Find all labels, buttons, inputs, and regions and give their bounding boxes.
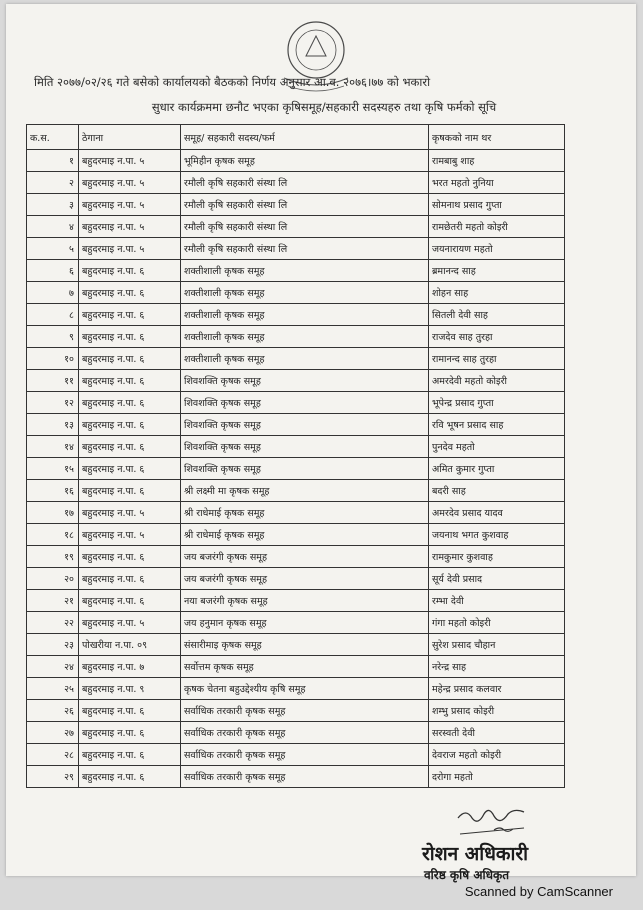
table-row: [27, 656, 565, 678]
cell-serial: २: [27, 172, 79, 194]
cell-group: संसारीमाइ कृषक समूह: [181, 634, 429, 656]
cell-group: शिवशक्ति कृषक समूह: [181, 370, 429, 392]
table-row: [27, 524, 565, 546]
column-header-address: ठेगाना: [79, 125, 181, 150]
cell-serial: १०: [27, 348, 79, 370]
cell-group: रमौली कृषि सहकारी संस्था लि: [181, 238, 429, 260]
cell-group: रमौली कृषि सहकारी संस्था लि: [181, 216, 429, 238]
cell-address: बहुदरमाइ न.पा. ९: [79, 678, 181, 700]
cell-address: बहुदरमाइ न.पा. ६: [79, 568, 181, 590]
cell-farmer-name: शम्भु प्रसाद कोइरी: [429, 700, 565, 722]
cell-address: बहुदरमाइ न.पा. ५: [79, 194, 181, 216]
cell-farmer-name: महेन्द्र प्रसाद कलवार: [429, 678, 565, 700]
cell-group: सर्वाधिक तरकारी कृषक समूह: [181, 744, 429, 766]
cell-address: बहुदरमाइ न.पा. ६: [79, 546, 181, 568]
cell-address: बहुदरमाइ न.पा. ६: [79, 282, 181, 304]
cell-address: बहुदरमाइ न.पा. ६: [79, 722, 181, 744]
cell-farmer-name: रामछेतरी महतो कोइरी: [429, 216, 565, 238]
cell-address: बहुदरमाइ न.पा. ६: [79, 436, 181, 458]
scanned-page: [6, 4, 636, 882]
cell-farmer-name: रवि भूषन प्रसाद साह: [429, 414, 565, 436]
cell-address: बहुदरमाइ न.पा. ६: [79, 590, 181, 612]
column-header-group: समूह/ सहकारी सदस्य/फर्म: [181, 125, 429, 150]
signatory-title: वरिष्ठ कृषि अधिकृत: [424, 868, 510, 882]
table-row: [27, 172, 565, 194]
cell-address: बहुदरमाइ न.पा. ५: [79, 612, 181, 634]
cell-address: बहुदरमाइ न.पा. ६: [79, 766, 181, 788]
cell-serial: ८: [27, 304, 79, 326]
handwritten-signature: [454, 804, 530, 838]
cell-serial: ३: [27, 194, 79, 216]
cell-farmer-name: सूर्य देवी प्रसाद: [429, 568, 565, 590]
cell-group: कृषक चेतना बहुउद्देश्यीय कृषि समूह: [181, 678, 429, 700]
table-row: [27, 480, 565, 502]
table-row: [27, 590, 565, 612]
cell-address: बहुदरमाइ न.पा. ६: [79, 414, 181, 436]
table-row: [27, 722, 565, 744]
table-row: [27, 304, 565, 326]
cell-serial: १७: [27, 502, 79, 524]
column-header-farmer-name: कृषकको नाम थर: [429, 125, 565, 150]
cell-farmer-name: देवराज महतो कोइरी: [429, 744, 565, 766]
cell-serial: २६: [27, 700, 79, 722]
cell-group: सर्वाधिक तरकारी कृषक समूह: [181, 700, 429, 722]
table-row: [27, 282, 565, 304]
cell-serial: ९: [27, 326, 79, 348]
cell-farmer-name: भरत महतो नुनिया: [429, 172, 565, 194]
cell-farmer-name: अमरदेव प्रसाद यादव: [429, 502, 565, 524]
cell-serial: ६: [27, 260, 79, 282]
cell-group: श्री लक्ष्मी मा कृषक समूह: [181, 480, 429, 502]
table-row: [27, 348, 565, 370]
table-row: [27, 326, 565, 348]
cell-farmer-name: सितली देवी साह: [429, 304, 565, 326]
cell-farmer-name: ब्रमानन्द साह: [429, 260, 565, 282]
cell-serial: १९: [27, 546, 79, 568]
cell-farmer-name: बदरी साह: [429, 480, 565, 502]
cell-serial: ११: [27, 370, 79, 392]
cell-address: बहुदरमाइ न.पा. ६: [79, 326, 181, 348]
table-body: [27, 150, 565, 788]
cell-group: भूमिहीन कृषक समूह: [181, 150, 429, 172]
cell-farmer-name: रम्भा देवी: [429, 590, 565, 612]
table-row: [27, 150, 565, 172]
cell-address: बहुदरमाइ न.पा. ६: [79, 700, 181, 722]
cell-address: बहुदरमाइ न.पा. ६: [79, 744, 181, 766]
cell-group: शिवशक्ति कृषक समूह: [181, 414, 429, 436]
cell-farmer-name: गंगा महतो कोइरी: [429, 612, 565, 634]
table-row: [27, 700, 565, 722]
cell-farmer-name: शोहन साह: [429, 282, 565, 304]
cell-address: बहुदरमाइ न.पा. ६: [79, 348, 181, 370]
cell-farmer-name: अमित कुमार गुप्ता: [429, 458, 565, 480]
cell-group: सर्वाधिक तरकारी कृषक समूह: [181, 722, 429, 744]
cell-serial: २१: [27, 590, 79, 612]
cell-address: बहुदरमाइ न.पा. ७: [79, 656, 181, 678]
cell-serial: २४: [27, 656, 79, 678]
cell-group: रमौली कृषि सहकारी संस्था लि: [181, 194, 429, 216]
table-row: [27, 766, 565, 788]
cell-group: जय बजरंगी कृषक समूह: [181, 568, 429, 590]
cell-address: बहुदरमाइ न.पा. ६: [79, 392, 181, 414]
table-header-row: [27, 125, 565, 150]
cell-group: शक्तीशाली कृषक समूह: [181, 282, 429, 304]
cell-address: बहुदरमाइ न.पा. ६: [79, 370, 181, 392]
cell-farmer-name: रामानन्द साह तुरहा: [429, 348, 565, 370]
cell-group: जय हनुमान कृषक समूह: [181, 612, 429, 634]
cell-serial: १: [27, 150, 79, 172]
cell-group: श्री राधेमाई कृषक समूह: [181, 524, 429, 546]
cell-address: बहुदरमाइ न.पा. ५: [79, 524, 181, 546]
cell-address: बहुदरमाइ न.पा. ६: [79, 304, 181, 326]
cell-serial: १६: [27, 480, 79, 502]
cell-serial: २३: [27, 634, 79, 656]
cell-group: रमौली कृषि सहकारी संस्था लि: [181, 172, 429, 194]
cell-farmer-name: राजदेव साह तुरहा: [429, 326, 565, 348]
cell-serial: २५: [27, 678, 79, 700]
beneficiary-table: [26, 124, 565, 788]
cell-serial: २८: [27, 744, 79, 766]
cell-farmer-name: रामबाबु शाह: [429, 150, 565, 172]
cell-group: शक्तीशाली कृषक समूह: [181, 304, 429, 326]
cell-serial: १२: [27, 392, 79, 414]
cell-farmer-name: नरेन्द्र साह: [429, 656, 565, 678]
cell-address: बहुदरमाइ न.पा. ५: [79, 216, 181, 238]
cell-group: नया बजरंगी कृषक समूह: [181, 590, 429, 612]
cell-address: बहुदरमाइ न.पा. ६: [79, 480, 181, 502]
table-row: [27, 678, 565, 700]
cell-serial: १५: [27, 458, 79, 480]
cell-address: बहुदरमाइ न.पा. ६: [79, 458, 181, 480]
cell-serial: १८: [27, 524, 79, 546]
cell-serial: २७: [27, 722, 79, 744]
table-row: [27, 744, 565, 766]
signatory-name: रोशन अधिकारी: [422, 843, 529, 865]
table-row: [27, 216, 565, 238]
table-row: [27, 436, 565, 458]
cell-group: श्री राधेमाई कृषक समूह: [181, 502, 429, 524]
cell-group: शक्तीशाली कृषक समूह: [181, 326, 429, 348]
cell-serial: २९: [27, 766, 79, 788]
cell-address: बहुदरमाइ न.पा. ५: [79, 172, 181, 194]
cell-group: शिवशक्ति कृषक समूह: [181, 392, 429, 414]
cell-group: शक्तीशाली कृषक समूह: [181, 260, 429, 282]
cell-farmer-name: सुरेश प्रसाद चौहान: [429, 634, 565, 656]
cell-farmer-name: दरोगा महतो: [429, 766, 565, 788]
table-row: [27, 238, 565, 260]
cell-farmer-name: सरस्वती देवी: [429, 722, 565, 744]
table-row: [27, 260, 565, 282]
header-line-2: सुधार कार्यक्रममा छनौट भएका कृषिसमूह/सहकारी सदस्यहरु तथा कृषि फर्मको सूचि: [151, 100, 497, 114]
table-row: [27, 612, 565, 634]
cell-group: शिवशक्ति कृषक समूह: [181, 436, 429, 458]
cell-group: जय बजरंगी कृषक समूह: [181, 546, 429, 568]
cell-serial: ५: [27, 238, 79, 260]
column-header-serial: क.स.: [27, 125, 79, 150]
table-row: [27, 458, 565, 480]
cell-farmer-name: जयनारायण महतो: [429, 238, 565, 260]
table-row: [27, 370, 565, 392]
cell-serial: २०: [27, 568, 79, 590]
table-row: [27, 568, 565, 590]
table-row: [27, 414, 565, 436]
cell-serial: ४: [27, 216, 79, 238]
cell-serial: २२: [27, 612, 79, 634]
cell-group: सर्वाधिक तरकारी कृषक समूह: [181, 766, 429, 788]
cell-farmer-name: पुनदेव महतो: [429, 436, 565, 458]
cell-farmer-name: भूपेन्द्र प्रसाद गुप्ता: [429, 392, 565, 414]
cell-address: बहुदरमाइ न.पा. ५: [79, 238, 181, 260]
cell-group: शिवशक्ति कृषक समूह: [181, 458, 429, 480]
cell-farmer-name: रामकुमार कुशवाह: [429, 546, 565, 568]
cell-group: शक्तीशाली कृषक समूह: [181, 348, 429, 370]
document-header: [24, 70, 624, 120]
table-row: [27, 546, 565, 568]
cell-address: बहुदरमाइ न.पा. ५: [79, 150, 181, 172]
cell-address: बहुदरमाइ न.पा. ५: [79, 502, 181, 524]
table-row: [27, 634, 565, 656]
table-row: [27, 194, 565, 216]
cell-farmer-name: सोमनाथ प्रसाद गुप्ता: [429, 194, 565, 216]
cell-serial: १३: [27, 414, 79, 436]
cell-serial: १४: [27, 436, 79, 458]
table-row: [27, 502, 565, 524]
cell-farmer-name: जयनाथ भगत कुशवाह: [429, 524, 565, 546]
cell-serial: ७: [27, 282, 79, 304]
cell-address: पोखरीया न.पा. ०९: [79, 634, 181, 656]
cell-address: बहुदरमाइ न.पा. ६: [79, 260, 181, 282]
table-row: [27, 392, 565, 414]
cell-group: सर्वोत्तम कृषक समूह: [181, 656, 429, 678]
cell-farmer-name: अमरदेवी महतो कोइरी: [429, 370, 565, 392]
header-line-1: मिति २०७७/०२/२६ गते बसेको कार्यालयको बैठकको निर्णय अनुसार आ.व. २०७६।७७ को भकारो: [34, 75, 431, 89]
scanner-watermark: Scanned by CamScanner: [464, 884, 613, 899]
